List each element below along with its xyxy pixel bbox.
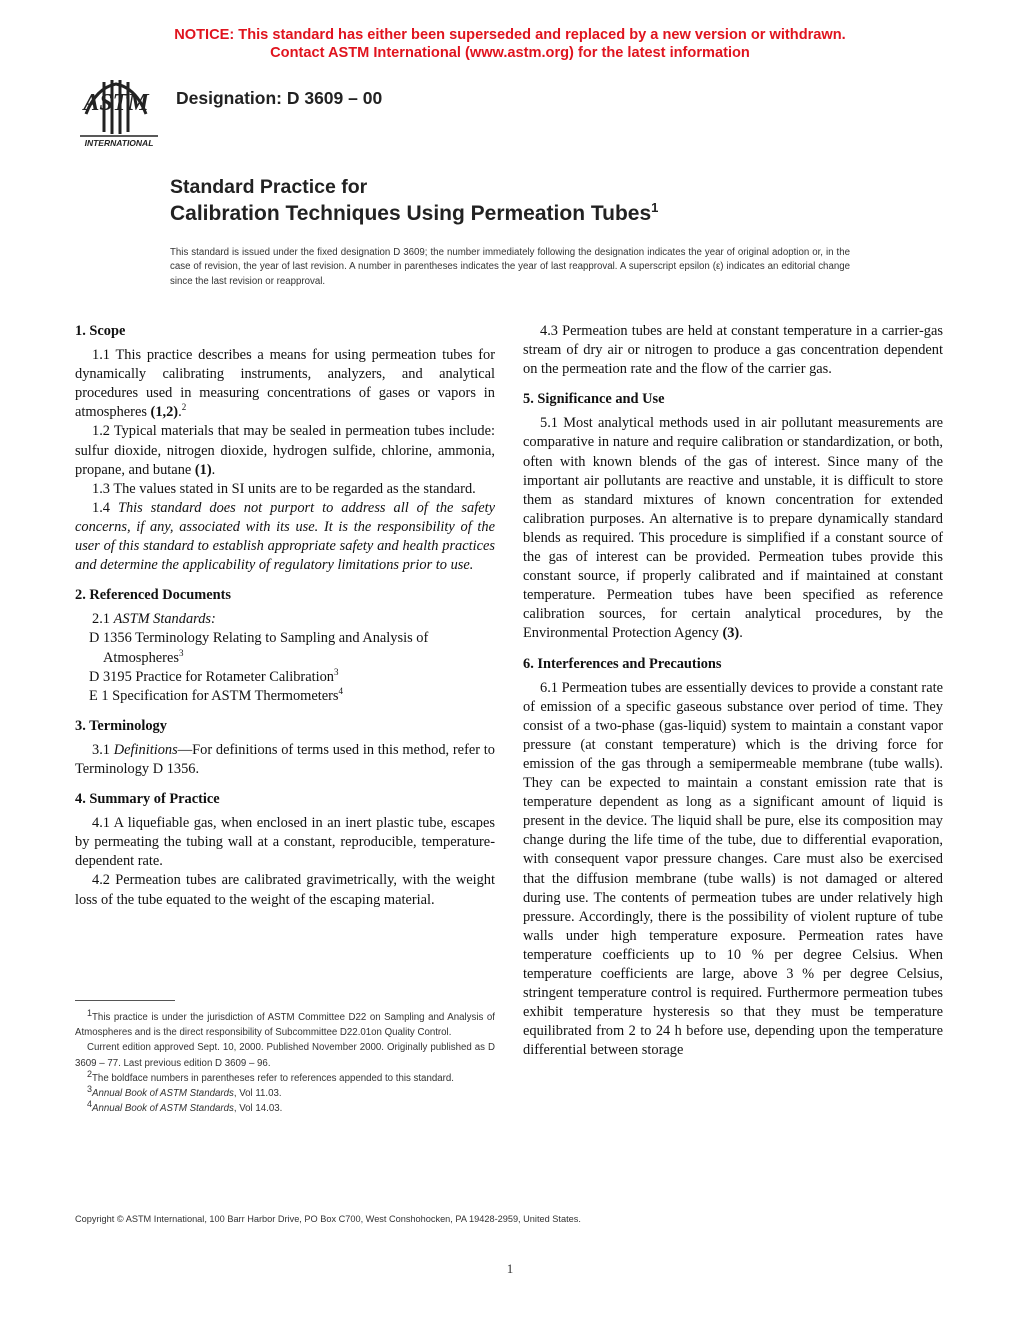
logo-mark: ASTM xyxy=(83,90,149,116)
issuance-note: This standard is issued under the fixed designation D 3609; the number immediately following the designation indicates the year of original adoption or, in the case of revision, the year of last revision. A number in parentheses indicates the year of last reapproval. A superscript epsilon (ε) indicates an editorial change since the last revision or reapproval. xyxy=(170,247,850,287)
left-column xyxy=(75,322,495,910)
text: 1.2 Typical materials that may be sealed in permeation tubes include: sulfur dioxide, nitrogen dioxide, hydrogen sulfide, chlorine, ammonia, propane, and butane xyxy=(75,423,495,478)
section-heading-scope: 1. Scope xyxy=(75,323,126,339)
footnote-2 xyxy=(75,1068,495,1086)
text: —For definitions of terms used in this method, refer to Terminology D 1356. xyxy=(75,741,495,777)
paragraph-5-1 xyxy=(523,414,943,643)
text: 3.1 xyxy=(92,741,114,758)
text: 1.4 xyxy=(92,499,118,516)
reference-item xyxy=(75,687,495,706)
paragraph-1-2 xyxy=(75,422,495,479)
reference-link: (3) xyxy=(722,625,740,642)
paragraph-1-3: 1.3 The values stated in SI units are to be regarded as the standard. xyxy=(92,480,476,497)
paragraph-2-1 xyxy=(75,610,495,629)
section-heading-summary: 4. Summary of Practice xyxy=(75,791,220,808)
footnote-mark: 3 xyxy=(178,647,184,658)
logo-caption: INTERNATIONAL xyxy=(84,138,154,148)
footnote-mark: 2 xyxy=(181,402,187,413)
text: This practice is under the jurisdiction of ASTM Committee D22 on Sampling and Analysis of Atmospheres and is the direct responsibility of Subcommittee D22.01on Quality Control. xyxy=(75,1012,495,1039)
text: E 1 Specification for ASTM Thermometers xyxy=(89,687,339,704)
title-line-1: Standard Practice for xyxy=(170,176,368,198)
astm-logo-icon xyxy=(74,74,164,150)
section-heading-interferences: 6. Interferences and Precautions xyxy=(523,655,722,672)
footnote-mark: 1 xyxy=(87,1007,93,1018)
paragraph-6-1: 6.1 Permeation tubes are essentially devices to provide a constant rate of emission of a specific gaseous substance over period of time. They consist of a two-phase (gas-liquid) system to maintain a constant vapor pressure (at constant temperature) which is the driving force for emission of the gas through a semipermeable membrane (tube walls). They can be expected to maintain a constant emission rate that is temperature dependent as long as a significant amount of liquid is present in the device. The liquid shall be pure, else its composition may change during the life time of the tube, due to differential evaporation, with consequent vapor pressure changes. Care must also be exercised that the diffusion membrane (tube walls) is not damaged or altered during use. The contents of permeation tubes are under relatively high pressure. Accordingly, there is the possibility of violent rupture of tube walls under high temperature exposure. Permeation rates have temperature coefficients up to 10 % per degree Celsius. When temperature coefficients are large, above 3 % per degree Celsius, stringent temperature control is required. Furthermore permeation tubes exhibit temperature hysteresis so that they must be temperature equilibrated from 2 to 24 h before use, depending upon the temperature differential between storage xyxy=(523,679,943,1059)
footnote-3 xyxy=(75,1083,495,1101)
notice-line-2: Contact ASTM International (www.astm.org) for the latest information xyxy=(270,45,750,61)
page-number: 1 xyxy=(506,1261,514,1276)
right-column xyxy=(523,322,943,1060)
paragraph-4-1: 4.1 A liquefiable gas, when enclosed in an inert plastic tube, escapes by permeating the tubing wall at a constant, reproducible, temperature-dependent rate. xyxy=(75,815,495,870)
text: . xyxy=(739,625,743,642)
text: D 1356 Terminology Relating to Sampling and Analysis of Atmospheres xyxy=(89,630,429,666)
paragraph-4-2: 4.2 Permeation tubes are calibrated gravimetrically, with the weight loss of the tube equated to the weight of the escaping material. xyxy=(75,872,495,908)
reference-item xyxy=(75,629,495,667)
footnote-mark: 3 xyxy=(333,666,339,677)
section-heading-terminology: 3. Terminology xyxy=(75,717,167,734)
footnote-1 xyxy=(75,1007,495,1040)
text: , Vol 11.03. xyxy=(233,1088,282,1100)
section-heading-referenced: 2. Referenced Documents xyxy=(75,587,231,604)
paragraph-1-4 xyxy=(75,499,495,575)
notice-line-1: NOTICE: This standard has either been superseded and replaced by a new version or withdrawn. xyxy=(174,27,846,43)
text: 2.1 xyxy=(92,611,114,628)
footnote-mark: 3 xyxy=(87,1083,93,1094)
document-title xyxy=(170,174,658,227)
designation: Designation: D 3609 – 00 xyxy=(176,88,383,108)
copyright-footer: Copyright © ASTM International, 100 Barr Harbor Drive, PO Box C700, West Conshohocken, PA 19428-2959, United States. xyxy=(75,1214,581,1224)
reference-link: (1) xyxy=(194,461,212,478)
text: Definitions xyxy=(113,741,178,758)
text: . xyxy=(178,404,182,421)
supersede-notice xyxy=(0,26,1020,62)
paragraph-1-1 xyxy=(75,346,495,422)
footnote-divider xyxy=(75,1000,175,1001)
paragraph-3-1 xyxy=(75,741,495,779)
text: , Vol 14.03. xyxy=(233,1103,283,1115)
paragraph-4-3: 4.3 Permeation tubes are held at constant temperature in a carrier-gas stream of dry air or nitrogen to produce a gas concentration dependent on the permeation rate and the flow of the carrier gas. xyxy=(523,323,943,378)
title-main: Calibration Techniques Using Permeation Tubes xyxy=(170,202,652,225)
footnote-mark: 2 xyxy=(87,1068,93,1079)
text: . xyxy=(211,461,216,478)
text: ASTM Standards: xyxy=(113,611,216,628)
text: 5.1 Most analytical methods used in air pollutant measurements are comparative in nature and require calibration or standardization, or both, often with known blends of the gas of interest. Since many of the important air pollutants are reactive and unstable, it is difficult to store them as standard mixtures of known concentration for extended calibration purposes. An alternative is to prepare dynamically standard blends as required. This procedure is simplified if a constant source of the gas of interest can be provided. Permeation tubes provide this constant source, if properly calibrated and if maintained at constant temperature. Permeation tubes have been specified as reference calibration sources, for certain analytical procedures, by the Environmental Protection Agency xyxy=(523,415,943,642)
reference-link: (1,2) xyxy=(150,404,179,421)
footnote-1b: Current edition approved Sept. 10, 2000. Published November 2000. Originally published as D 3609 – 77. Last previous edition D 3609 – 96. xyxy=(75,1042,495,1069)
text: The boldface numbers in parentheses refer to references appended to this standard. xyxy=(92,1072,454,1084)
text: Annual Book of ASTM Standards xyxy=(92,1088,234,1100)
footnote-mark: 4 xyxy=(87,1098,93,1109)
text: D 3195 Practice for Rotameter Calibration xyxy=(89,668,334,685)
footnotes xyxy=(75,1007,495,1116)
title-footnote-mark: 1 xyxy=(651,200,659,215)
footnote-4 xyxy=(75,1098,495,1116)
title-line-2 xyxy=(170,200,658,227)
text: 1.1 This practice describes a means for using permeation tubes for dynamically calibrating instruments, analyzers, and analytical procedures used in measuring concentrations of gases or vapors in atmospheres xyxy=(75,347,495,421)
text: This standard does not purport to address all of the safety concerns, if any, associated with its use. It is the responsibility of the user of this standard to establish appropriate safety and health practices and determine the applicability of regulatory limitations prior to use. xyxy=(75,499,495,574)
footnote-mark: 4 xyxy=(338,685,344,696)
text: Annual Book of ASTM Standards xyxy=(92,1103,234,1115)
reference-item xyxy=(75,668,495,687)
section-heading-significance: 5. Significance and Use xyxy=(523,391,665,408)
